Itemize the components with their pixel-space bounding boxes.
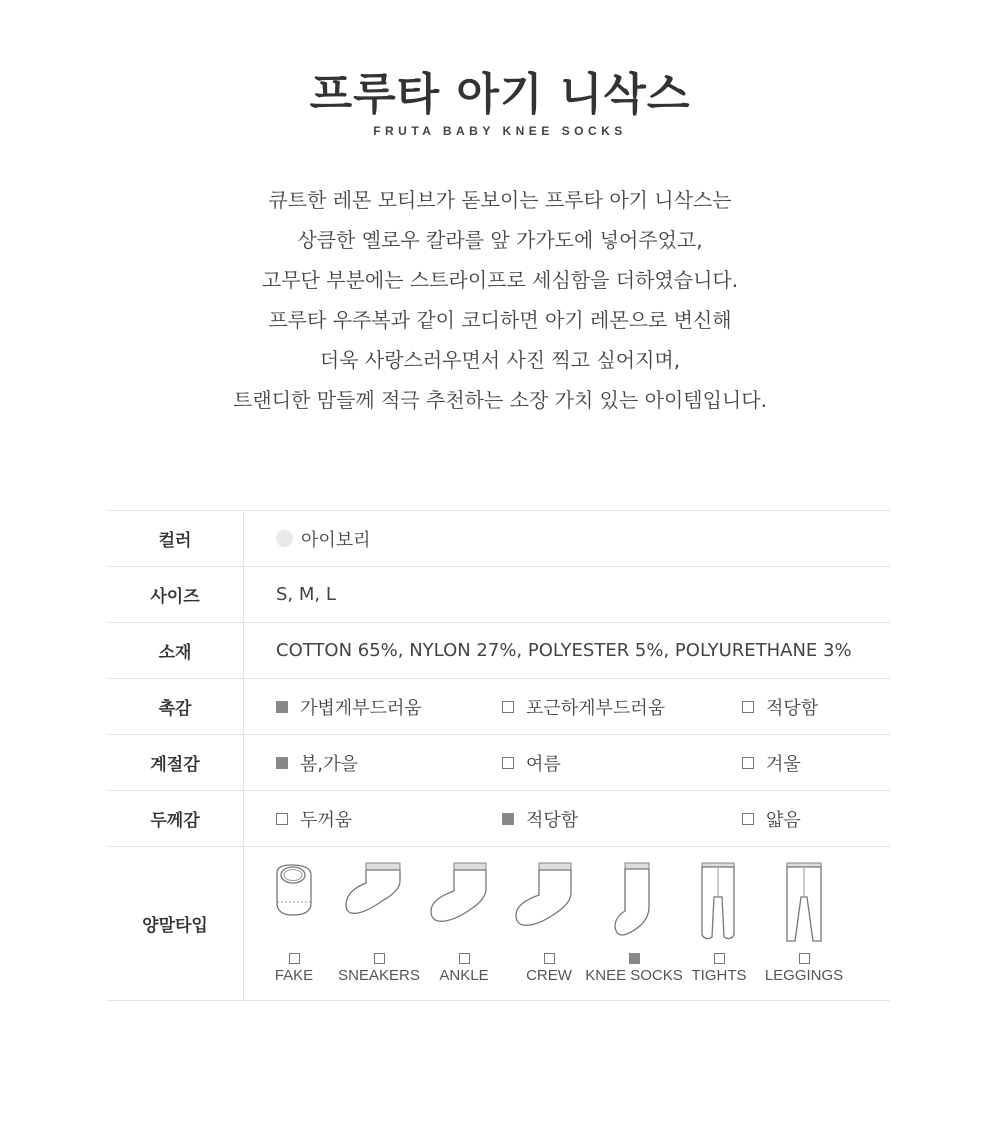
spec-label: 컬러 [107,511,244,566]
checkbox-icon [742,757,754,769]
description-line: 프루타 우주복과 같이 코디하면 아기 레몬으로 변신해 [268,308,732,332]
checkbox-icon [502,813,514,825]
spec-row-thickness [107,791,890,847]
sock-type-label: TIGHTS [691,967,747,984]
page-subtitle: FRUTA BABY KNEE SOCKS [373,124,627,138]
checkbox-icon [276,757,288,769]
spec-row-size [107,567,890,623]
touch-option [276,679,422,734]
sock-type-options [244,847,890,1000]
touch-option [502,679,665,734]
spec-row-sock-type [107,847,890,1001]
ankle-sock-icon [419,861,509,951]
spec-value-color [244,511,890,566]
spec-label: 촉감 [107,679,244,734]
sock-type-label: SNEAKERS [338,967,420,984]
checkbox-icon [742,701,754,713]
checkbox-icon [276,701,288,713]
description-line: 상큼한 옐로우 칼라를 앞 가가도에 넣어주었고, [297,228,703,252]
option-label: 겨울 [766,753,801,775]
product-description [0,180,1000,420]
material-value: COTTON 65%, NYLON 27%, POLYESTER 5%, POLYURETHANE 3% [276,640,852,661]
description-line: 고무단 부분에는 스트라이프로 세심함을 더하였습니다. [261,268,739,292]
option-label: 적당함 [766,697,819,719]
sock-type-label: ANKLE [439,967,489,984]
color-swatch [276,530,293,547]
knee-sock-icon [589,861,679,951]
spec-table [107,510,890,1001]
description-line: 더욱 사랑스러우면서 사진 찍고 싶어지며, [319,348,681,372]
sock-type-label: KNEE SOCKS [585,967,683,984]
option-label: 봄,가을 [300,753,358,775]
touch-option [742,679,818,734]
checkbox-icon [502,701,514,713]
checkbox-icon [742,813,754,825]
option-label: 포근하게부드러움 [526,697,666,719]
color-value: 아이보리 [301,529,371,551]
spec-label: 계절감 [107,735,244,790]
checkbox-icon [276,813,288,825]
sock-type-label: FAKE [274,967,314,984]
thickness-options [244,791,890,846]
season-option [276,735,358,790]
season-option [742,735,801,790]
option-label: 적당함 [526,809,579,831]
thickness-option [742,791,801,846]
tights-icon [674,861,764,951]
spec-label: 소재 [107,623,244,678]
page-title: 프루타 아기 니삭스 [309,69,691,120]
spec-row-material [107,623,890,679]
touch-options [244,679,890,734]
checkbox-icon [799,953,810,964]
spec-label: 사이즈 [107,567,244,622]
option-label: 두꺼움 [300,809,353,831]
thickness-option [276,791,352,846]
spec-row-season [107,735,890,791]
thickness-option [502,791,578,846]
checkbox-icon [629,953,640,964]
option-label: 가볍게부드러움 [300,697,422,719]
checkbox-icon [544,953,555,964]
checkbox-icon [502,757,514,769]
spec-label: 양말타입 [107,847,244,1000]
checkbox-icon [459,953,470,964]
sneakers-sock-icon [334,861,424,951]
spec-row-color [107,511,890,567]
checkbox-icon [289,953,300,964]
crew-sock-icon [504,861,594,951]
size-value: S, M, L [276,584,336,605]
sock-type-label: LEGGINGS [764,967,844,984]
spec-label: 두께감 [107,791,244,846]
sock-type-leggings [759,847,849,1000]
fake-sock-icon [249,861,339,951]
season-options [244,735,890,790]
option-label: 얇음 [766,809,801,831]
option-label: 여름 [526,753,561,775]
spec-row-touch [107,679,890,735]
sock-type-label: CREW [526,967,572,984]
season-option [502,735,561,790]
checkbox-icon [374,953,385,964]
description-line: 큐트한 레몬 모티브가 돋보이는 프루타 아기 니삭스는 [268,188,732,212]
leggings-icon [759,861,849,951]
description-line: 트랜디한 맘들께 적극 추천하는 소장 가치 있는 아이템입니다. [233,388,767,412]
checkbox-icon [714,953,725,964]
